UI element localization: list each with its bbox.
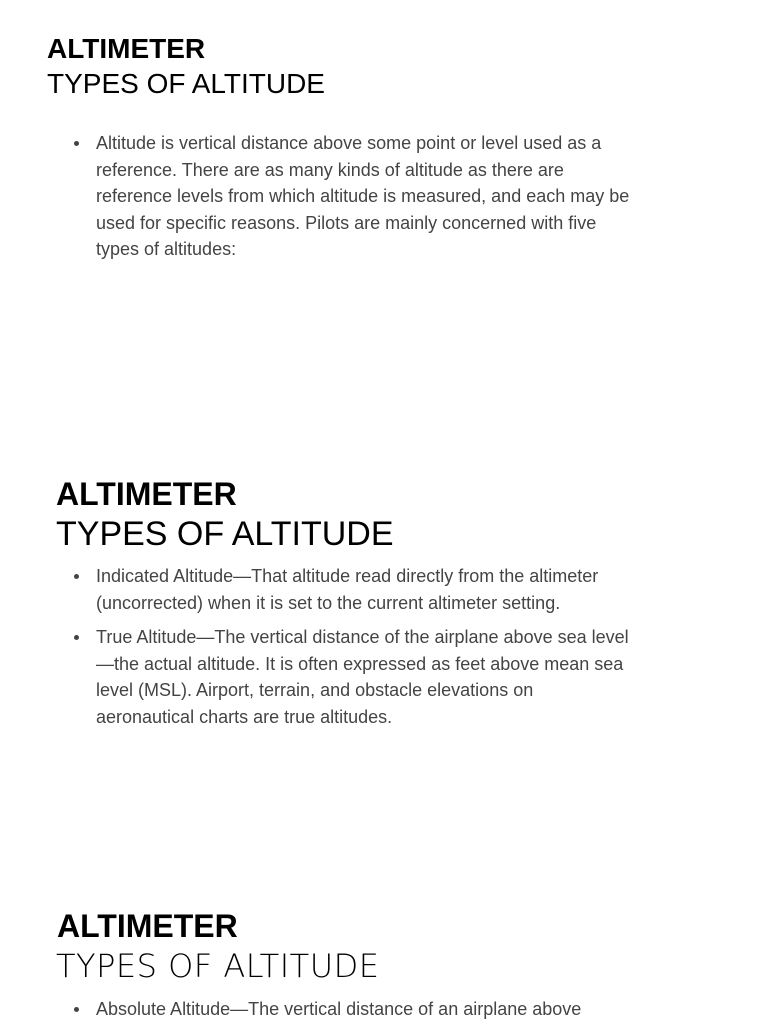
slide-title: ALTIMETER	[47, 33, 206, 64]
slide-title: ALTIMETER	[56, 476, 237, 512]
bullet-list	[48, 996, 636, 1023]
bullet-list	[48, 130, 641, 263]
bullet-list	[48, 563, 636, 730]
bullet-text: True Altitude—The vertical distance of the airplane above sea level—the actual altitude. It is often expressed as feet above mean sea level (MSL). Airport, terrain, and obstacle elevations on aeronautical charts are true altitudes.	[96, 627, 629, 727]
bullet-icon	[74, 141, 79, 146]
bullet-item	[48, 563, 636, 616]
slide-title: ALTIMETER	[57, 908, 238, 944]
slide-subtitle: TYPES OF ALTITUDE	[56, 515, 394, 553]
slide-subtitle: TYPES OF ALTITUDE	[47, 68, 325, 99]
bullet-item	[48, 624, 636, 730]
bullet-text: Absolute Altitude—The vertical distance of an airplane above	[96, 999, 582, 1019]
slide-subtitle: TYPES OF ALTITUDE	[56, 947, 380, 985]
bullet-item	[48, 130, 641, 263]
bullet-item	[48, 996, 636, 1023]
bullet-icon	[74, 1007, 79, 1012]
bullet-text: Altitude is vertical distance above some point or level used as a reference. There are as many kinds of altitude as there are reference levels from which altitude is measured, and each may be used for specific reasons. Pilots are mainly concerned with five types of altitudes:	[96, 133, 630, 259]
bullet-icon	[74, 635, 79, 640]
bullet-icon	[74, 574, 79, 579]
bullet-text: Indicated Altitude—That altitude read directly from the altimeter (uncorrected) when it is set to the current altimeter setting.	[96, 566, 599, 613]
